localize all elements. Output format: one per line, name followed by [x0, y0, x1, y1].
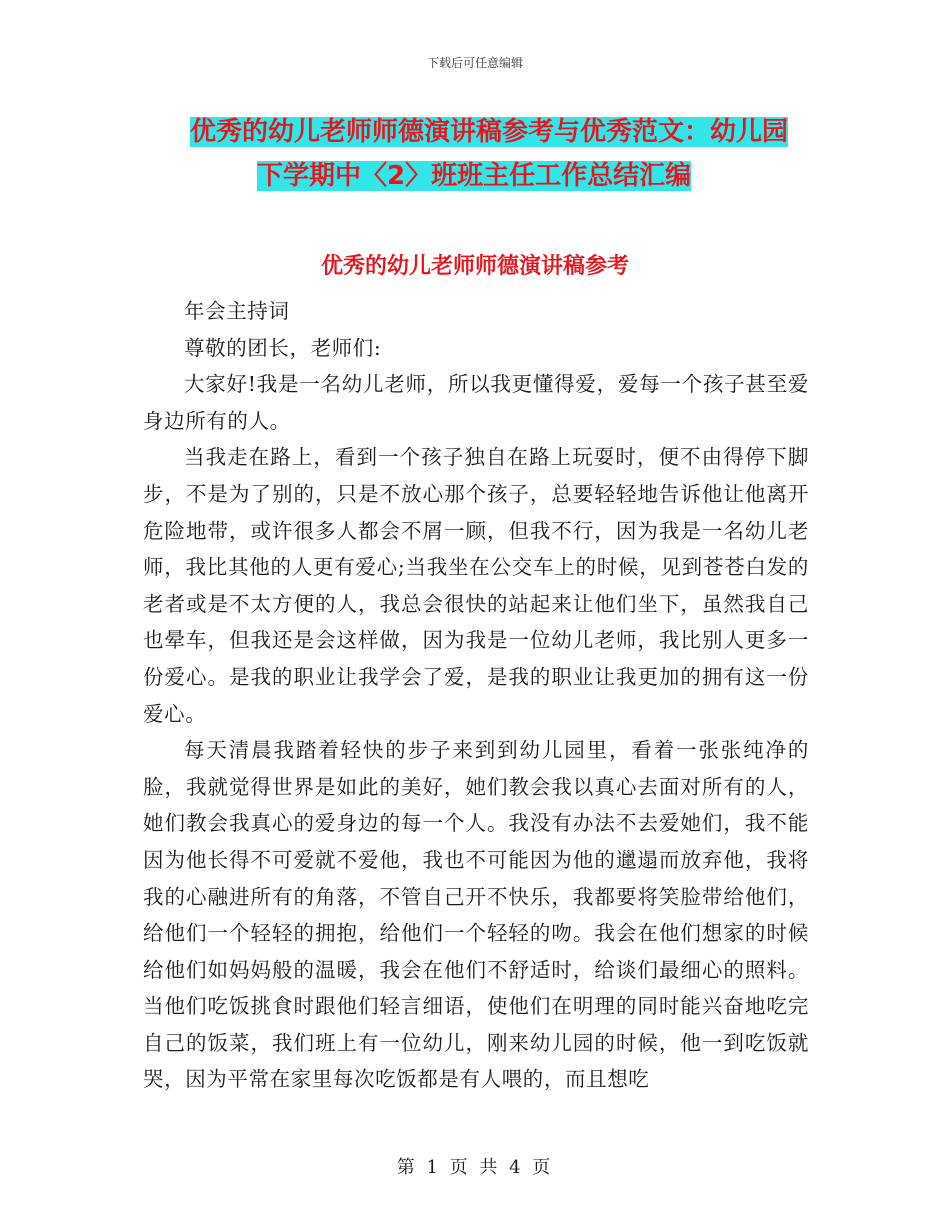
document-title — [190, 110, 810, 198]
title-line-1-text: 优秀的幼儿老师师德演讲稿参考与优秀范文：幼儿园 — [190, 117, 789, 147]
title-line-2-text: 下学期中〈2〉班班主任工作总结汇编 — [257, 161, 692, 191]
header-note: 下载后可任意编辑 — [426, 56, 523, 70]
title-line-1 — [190, 110, 810, 154]
body-text — [143, 293, 809, 1098]
paragraph: 尊敬的团长，老师们: — [184, 335, 382, 360]
section-title: 优秀的幼儿老师师德演讲稿参考 — [320, 254, 629, 279]
paragraph: 当我走在路上，看到一个孩子独自在路上玩耍时，便不由得停下脚步，不是为了别的，只是不放心那个孩子，总要轻轻地告诉他让他离开危险地带，或许很多人都会不屑一顾，但我不行，因为我是一名幼儿老师，我比其他的人更有爱心;当我坐在公交车上的时候，见到苍苍白发的老者或是不太方便的人，我总会很快的站起来让他们坐下，虽然我自己也晕车，但我还是会这样做，因为我是一位幼儿老师，我比别人更多一份爱心。是我的职业让我学会了爱，是我的职业让我更加的拥有这一份爱心。 — [143, 445, 809, 726]
paragraph: 每天清晨我踏着轻快的步子来到到幼儿园里，看着一张张纯净的脸，我就觉得世界是如此的美好，她们教会我以真心去面对所有的人，她们教会我真心的爱身边的每一个人。我没有办法不去爱她们，我不能因为他长得不可爱就不爱他，我也不可能因为他的邋遢而放弃他，我将我的心融进所有的角落，不管自己开不快乐，我都要将笑脸带给他们，给他们一个轻轻的拥抱，给他们一个轻轻的吻。我会在他们想家的时候给他们如妈妈般的温暖，我会在他们不舒适时，给谈们最细心的照料。当他们吃饭挑食时跟他们轻言细语，使他们在明理的同时能兴奋地吃完自己的饭菜，我们班上有一位幼儿，刚来幼儿园的时候，他一到吃饭就哭，因为平常在家里每次吃饭都是有人喂的，而且想吃 — [143, 738, 809, 1092]
title-line-2 — [257, 154, 810, 198]
page-footer: 第 1 页 共 4 页 — [396, 1157, 554, 1178]
paragraph: 年会主持词 — [184, 299, 290, 323]
paragraph: 大家好!我是一名幼儿老师，所以我更懂得爱，爱每一个孩子甚至爱身边所有的人。 — [143, 372, 809, 433]
